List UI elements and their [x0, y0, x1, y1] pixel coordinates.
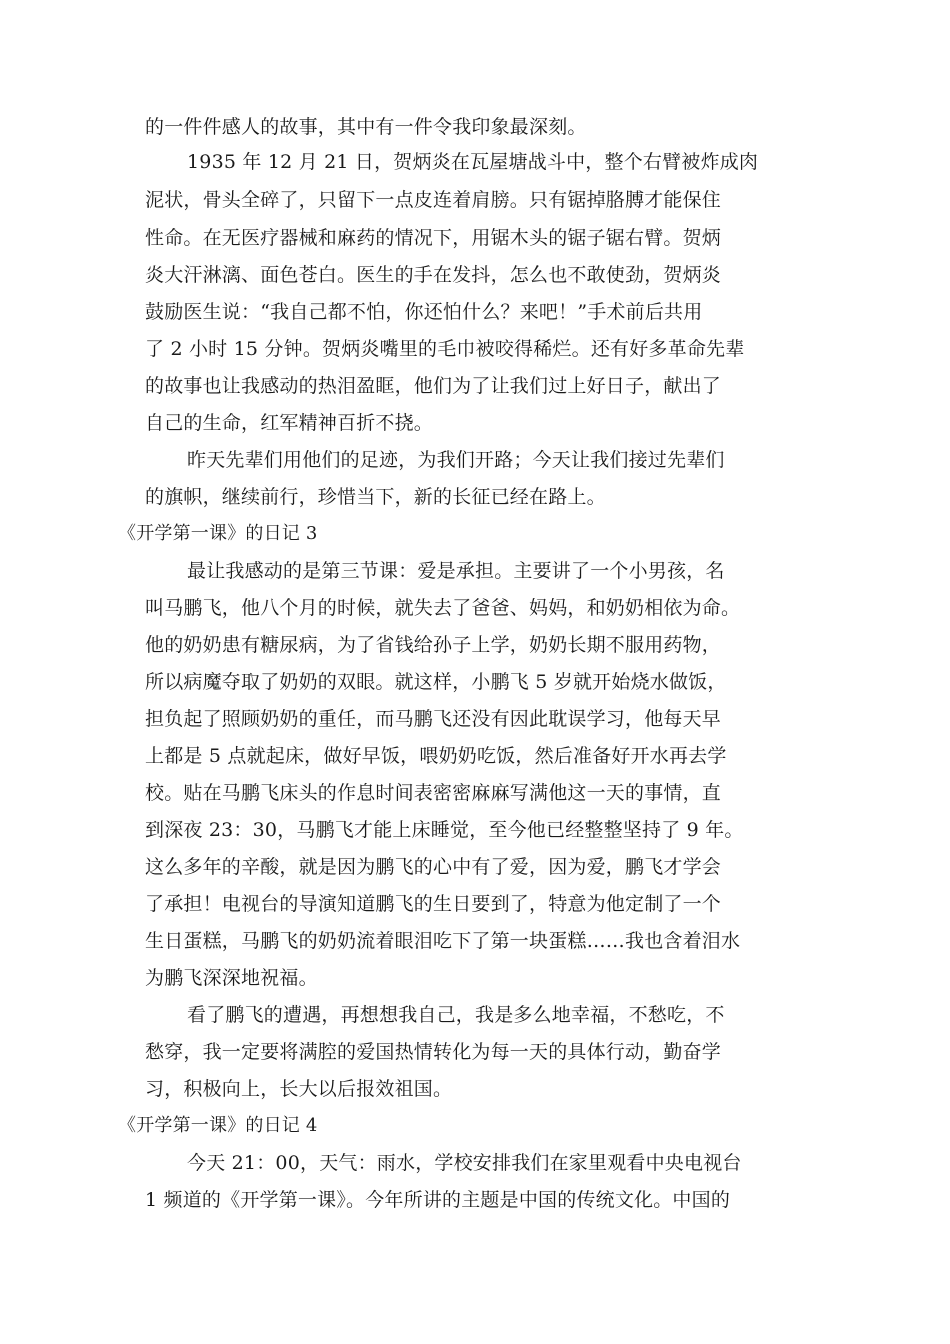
text-line: 自己的生命，红军精神百折不挠。	[145, 412, 434, 434]
paragraph-first-line: 今天 21：00，天气：雨水，学校安排我们在家里观看中央电视台	[187, 1152, 742, 1174]
text-line: 炎大汗淋漓、面色苍白。医生的手在发抖，怎么也不敢使劲，贺炳炎	[145, 264, 722, 286]
text-line: 泥状，骨头全碎了，只留下一点皮连着肩膀。只有锯掉胳膊才能保住	[145, 189, 722, 211]
text-line: 为鹏飞深深地祝福。	[145, 967, 318, 989]
paragraph-first-line: 最让我感动的是第三节课：爱是承担。主要讲了一个小男孩，名	[187, 560, 725, 582]
text-line: 生日蛋糕，马鹏飞的奶奶流着眼泪吃下了第一块蛋糕……我也含着泪水	[145, 930, 741, 952]
text-line: 到深夜 23：30，马鹏飞才能上床睡觉，至今他已经整整坚持了 9 年。	[145, 819, 744, 841]
paragraph-first-line: 1935 年 12 月 21 日，贺炳炎在瓦屋塘战斗中，整个右臂被炸成肉	[187, 151, 759, 173]
text-line: 1 频道的《开学第一课》。今年所讲的主题是中国的传统文化。中国的	[145, 1189, 731, 1211]
text-line: 这么多年的辛酸，就是因为鹏飞的心中有了爱，因为爱，鹏飞才学会	[145, 856, 722, 878]
text-line: 校。贴在马鹏飞床头的作息时间表密密麻麻写满他这一天的事情，直	[145, 782, 722, 804]
text-line: 上都是 5 点就起床，做好早饭，喂奶奶吃饭，然后准备好开水再去学	[145, 745, 727, 767]
section-heading: 《开学第一课》的日记 4	[118, 1115, 318, 1136]
text-line: 鼓励医生说：“我自己都不怕，你还怕什么？来吧！”手术前后共用	[145, 301, 703, 323]
text-line: 的旗帜，继续前行，珍惜当下，新的长征已经在路上。	[145, 486, 606, 508]
text-line: 所以病魔夺取了奶奶的双眼。就这样，小鹏飞 5 岁就开始烧水做饭，	[145, 671, 727, 693]
text-line: 的一件件感人的故事，其中有一件令我印象最深刻。	[145, 116, 587, 138]
text-line: 习，积极向上，长大以后报效祖国。	[145, 1078, 453, 1100]
text-line: 了承担！电视台的导演知道鹏飞的生日要到了，特意为他定制了一个	[145, 893, 722, 915]
text-line: 叫马鹏飞，他八个月的时候，就失去了爸爸、妈妈，和奶奶相依为命。	[145, 597, 741, 619]
text-line: 愁穿，我一定要将满腔的爱国热情转化为每一天的具体行动，勤奋学	[145, 1041, 722, 1063]
text-line: 性命。在无医疗器械和麻药的情况下，用锯木头的锯子锯右臂。贺炳	[145, 227, 722, 249]
text-line: 担负起了照顾奶奶的重任，而马鹏飞还没有因此耽误学习，他每天早	[145, 708, 722, 730]
text-line: 的故事也让我感动的热泪盈眶，他们为了让我们过上好日子，献出了	[145, 375, 722, 397]
text-line: 了 2 小时 15 分钟。贺炳炎嘴里的毛巾被咬得稀烂。还有好多革命先辈	[145, 338, 745, 360]
text-line: 他的奶奶患有糖尿病，为了省钱给孙子上学，奶奶长期不服用药物，	[145, 634, 722, 656]
paragraph-first-line: 昨天先辈们用他们的足迹，为我们开路；今天让我们接过先辈们	[187, 449, 725, 471]
section-heading: 《开学第一课》的日记 3	[118, 523, 318, 544]
paragraph-first-line: 看了鹏飞的遭遇，再想想我自己，我是多么地幸福，不愁吃，不	[187, 1004, 725, 1026]
